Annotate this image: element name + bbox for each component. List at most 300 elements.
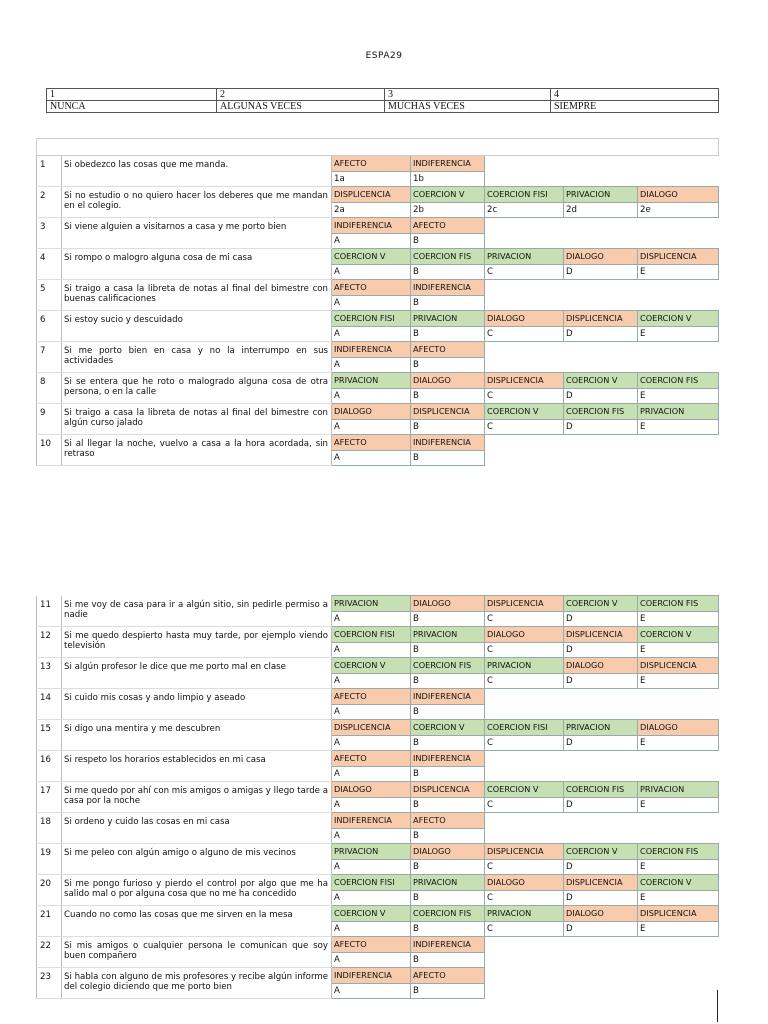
answer-code[interactable]: A <box>332 296 411 311</box>
scale-number: 1 <box>47 89 217 101</box>
question-text: Si obedezco las cosas que me manda. <box>62 156 332 187</box>
answer-code[interactable]: B <box>411 829 485 844</box>
response-option: DIALOGO <box>638 720 719 736</box>
answer-code[interactable]: E <box>638 674 719 689</box>
question-number: 20 <box>37 875 62 906</box>
empty-cell <box>638 813 719 829</box>
answer-code[interactable]: A <box>332 451 411 466</box>
question-row <box>37 373 719 389</box>
empty-cell <box>485 751 564 767</box>
response-option: DISPLICENCIA <box>638 249 719 265</box>
empty-cell <box>564 172 638 187</box>
question-row <box>37 311 719 327</box>
response-option: COERCION V <box>485 404 564 420</box>
answer-code[interactable]: B <box>411 358 485 373</box>
empty-cell <box>638 984 719 999</box>
question-number: 5 <box>37 280 62 311</box>
empty-cell <box>638 172 719 187</box>
response-option: DISPLICENCIA <box>332 187 411 203</box>
question-number: 9 <box>37 404 62 435</box>
response-option: INDIFERENCIA <box>411 280 485 296</box>
response-option: COERCION V <box>332 906 411 922</box>
response-option: DISPLICENCIA <box>564 627 638 643</box>
answer-code[interactable]: A <box>332 891 411 906</box>
answer-code[interactable]: C <box>485 860 564 875</box>
answer-code[interactable]: E <box>638 860 719 875</box>
question-text: Si se entera que he roto o malogrado alguna cosa de otra persona, o en la calle <box>62 373 332 404</box>
response-option: INDIFERENCIA <box>332 813 411 829</box>
empty-cell <box>638 968 719 984</box>
answer-code[interactable]: D <box>564 265 638 280</box>
answer-code[interactable]: E <box>638 612 719 627</box>
response-option: PRIVACION <box>411 875 485 891</box>
frequency-scale-table <box>46 88 719 113</box>
answer-code[interactable]: E <box>638 922 719 937</box>
response-option: AFECTO <box>332 280 411 296</box>
question-text: Si traigo a casa la libreta de notas al final del bimestre con algún curso jalado <box>62 404 332 435</box>
empty-cell <box>638 156 719 172</box>
question-number: 3 <box>37 218 62 249</box>
answer-code[interactable]: C <box>485 674 564 689</box>
question-text: Si rompo o malogro alguna cosa de mi casa <box>62 249 332 280</box>
question-number: 19 <box>37 844 62 875</box>
question-text: Si al llegar la noche, vuelvo a casa a la hora acordada, sin retraso <box>62 435 332 466</box>
question-text: Si traigo a casa la libreta de notas al final del bimestre con buenas calificaciones <box>62 280 332 311</box>
response-option: DISPLICENCIA <box>332 720 411 736</box>
empty-cell <box>564 296 638 311</box>
response-option: COERCION V <box>332 249 411 265</box>
answer-code[interactable]: E <box>638 798 719 813</box>
question-text: Si cuido mis cosas y ando limpio y aseado <box>62 689 332 720</box>
response-option: INDIFERENCIA <box>332 968 411 984</box>
question-row <box>37 596 719 612</box>
question-row <box>37 875 719 891</box>
empty-cell <box>485 358 564 373</box>
question-text: Si algún profesor le dice que me porto mal en clase <box>62 658 332 689</box>
answer-code[interactable]: B <box>411 612 485 627</box>
response-option: COERCION V <box>638 875 719 891</box>
answer-code[interactable]: A <box>332 674 411 689</box>
answer-code[interactable]: B <box>411 674 485 689</box>
answer-code[interactable]: E <box>638 420 719 435</box>
question-row <box>37 627 719 643</box>
question-number: 18 <box>37 813 62 844</box>
empty-cell <box>485 767 564 782</box>
response-option: AFECTO <box>411 968 485 984</box>
answer-code[interactable]: D <box>564 612 638 627</box>
scale-label-row <box>47 101 719 113</box>
empty-cell <box>638 451 719 466</box>
page-edge-line <box>717 990 718 1022</box>
scale-label: NUNCA <box>47 101 217 113</box>
question-number: 1 <box>37 156 62 187</box>
answer-code[interactable]: C <box>485 736 564 751</box>
question-row <box>37 218 719 234</box>
response-option: DIALOGO <box>485 627 564 643</box>
empty-cell <box>564 218 638 234</box>
response-option: PRIVACION <box>485 658 564 674</box>
response-option: AFECTO <box>332 751 411 767</box>
empty-cell <box>485 813 564 829</box>
question-row <box>37 342 719 358</box>
response-option: COERCION V <box>411 720 485 736</box>
answer-code[interactable]: B <box>411 860 485 875</box>
response-option: DISPLICENCIA <box>485 596 564 612</box>
empty-cell <box>485 984 564 999</box>
empty-cell <box>638 767 719 782</box>
empty-cell <box>638 234 719 249</box>
answer-code[interactable]: B <box>411 389 485 404</box>
response-option: DIALOGO <box>485 311 564 327</box>
answer-code[interactable]: A <box>332 612 411 627</box>
answer-code[interactable]: D <box>564 420 638 435</box>
response-option: AFECTO <box>332 435 411 451</box>
scale-number: 2 <box>217 89 385 101</box>
answer-code[interactable]: B <box>411 234 485 249</box>
empty-cell <box>564 968 638 984</box>
answer-code[interactable]: E <box>638 643 719 658</box>
response-option: DIALOGO <box>411 373 485 389</box>
question-text: Si no estudio o no quiero hacer los deberes que me mandan en el colegio. <box>62 187 332 218</box>
answer-code[interactable]: C <box>485 798 564 813</box>
response-option: INDIFERENCIA <box>411 689 485 705</box>
answer-code[interactable]: B <box>411 922 485 937</box>
question-text: Si me porto bien en casa y no la interrumpo en sus actividades <box>62 342 332 373</box>
response-option: DIALOGO <box>564 906 638 922</box>
response-option: INDIFERENCIA <box>411 435 485 451</box>
response-option: COERCION FISI <box>332 875 411 891</box>
document-title: ESPA29 <box>365 51 403 61</box>
response-option: PRIVACION <box>411 627 485 643</box>
empty-cell <box>564 358 638 373</box>
empty-cell <box>485 234 564 249</box>
response-option: PRIVACION <box>638 404 719 420</box>
answer-code[interactable]: A <box>332 420 411 435</box>
answer-code[interactable]: B <box>411 798 485 813</box>
empty-cell <box>564 953 638 968</box>
question-text: Si me voy de casa para ir a algún sitio, sin pedirle permiso a nadie <box>62 596 332 627</box>
empty-cell <box>564 451 638 466</box>
empty-cell <box>564 937 638 953</box>
response-option: AFECTO <box>332 156 411 172</box>
answer-code[interactable]: D <box>564 736 638 751</box>
response-option: PRIVACION <box>332 373 411 389</box>
empty-cell <box>564 342 638 358</box>
question-number: 2 <box>37 187 62 218</box>
answer-code[interactable]: B <box>411 327 485 342</box>
question-row <box>37 720 719 736</box>
response-option: DISPLICENCIA <box>564 875 638 891</box>
question-text: Si respeto los horarios establecidos en mi casa <box>62 751 332 782</box>
response-option: COERCION V <box>411 187 485 203</box>
answer-code[interactable]: A <box>332 358 411 373</box>
question-text: Si me peleo con algún amigo o alguno de mis vecinos <box>62 844 332 875</box>
question-text: Cuando no como las cosas que me sirven en la mesa <box>62 906 332 937</box>
response-option: PRIVACION <box>332 596 411 612</box>
answer-code[interactable]: D <box>564 860 638 875</box>
questionnaire-table-2 <box>36 595 719 999</box>
response-option: COERCION V <box>564 373 638 389</box>
question-number: 11 <box>37 596 62 627</box>
question-row <box>37 404 719 420</box>
response-option: AFECTO <box>332 937 411 953</box>
response-option: INDIFERENCIA <box>332 342 411 358</box>
answer-code[interactable]: D <box>564 389 638 404</box>
answer-code[interactable]: C <box>485 420 564 435</box>
answer-code[interactable]: C <box>485 389 564 404</box>
answer-code[interactable]: A <box>332 705 411 720</box>
answer-code[interactable]: C <box>485 922 564 937</box>
answer-code[interactable]: A <box>332 829 411 844</box>
answer-code[interactable]: A <box>332 953 411 968</box>
empty-cell <box>564 689 638 705</box>
answer-code[interactable]: E <box>638 265 719 280</box>
empty-cell <box>485 953 564 968</box>
question-number: 16 <box>37 751 62 782</box>
response-option: DISPLICENCIA <box>564 311 638 327</box>
question-text: Si me quedo por ahí con mis amigos o amigas y llego tarde a casa por la noche <box>62 782 332 813</box>
answer-code[interactable]: A <box>332 234 411 249</box>
empty-cell <box>638 937 719 953</box>
response-option: DIALOGO <box>564 249 638 265</box>
answer-code[interactable]: E <box>638 736 719 751</box>
question-row <box>37 435 719 451</box>
empty-cell <box>485 968 564 984</box>
question-text: Si me pongo furioso y pierdo el control por algo que me ha salido mal o por alguna cosa que no me ha concedido <box>62 875 332 906</box>
question-text: Si me quedo despierto hasta muy tarde, por ejemplo viendo televisión <box>62 627 332 658</box>
answer-code[interactable]: 2c <box>485 203 564 218</box>
question-text: Si ordeno y cuido las cosas en mi casa <box>62 813 332 844</box>
response-option: COERCION FIS <box>411 249 485 265</box>
response-option: INDIFERENCIA <box>411 937 485 953</box>
question-number: 14 <box>37 689 62 720</box>
answer-code[interactable]: 1a <box>332 172 411 187</box>
answer-code[interactable]: D <box>564 327 638 342</box>
scale-number-row <box>47 89 719 101</box>
response-option: DISPLICENCIA <box>638 906 719 922</box>
question-number: 7 <box>37 342 62 373</box>
answer-code[interactable]: 2b <box>411 203 485 218</box>
response-option: COERCION V <box>564 596 638 612</box>
response-option: COERCION FIS <box>411 658 485 674</box>
question-text: Si viene alguien a visitarnos a casa y me porto bien <box>62 218 332 249</box>
empty-cell <box>485 280 564 296</box>
response-option: INDIFERENCIA <box>411 751 485 767</box>
response-option: INDIFERENCIA <box>411 156 485 172</box>
scale-label: ALGUNAS VECES <box>217 101 385 113</box>
answer-code[interactable]: B <box>411 265 485 280</box>
question-row <box>37 689 719 705</box>
response-option: AFECTO <box>411 813 485 829</box>
answer-code[interactable]: 2e <box>638 203 719 218</box>
answer-code[interactable]: A <box>332 389 411 404</box>
response-option: COERCION V <box>564 844 638 860</box>
answer-code[interactable]: A <box>332 736 411 751</box>
answer-code[interactable]: 2d <box>564 203 638 218</box>
answer-code[interactable]: A <box>332 265 411 280</box>
answer-code[interactable]: B <box>411 984 485 999</box>
empty-cell <box>564 156 638 172</box>
answer-code[interactable]: A <box>332 643 411 658</box>
response-option: DIALOGO <box>485 875 564 891</box>
answer-code[interactable]: B <box>411 643 485 658</box>
empty-cell <box>638 751 719 767</box>
question-row <box>37 156 719 172</box>
response-option: DISPLICENCIA <box>638 658 719 674</box>
answer-code[interactable]: E <box>638 891 719 906</box>
empty-cell <box>485 937 564 953</box>
answer-code[interactable]: B <box>411 891 485 906</box>
answer-code[interactable]: D <box>564 798 638 813</box>
question-row <box>37 906 719 922</box>
scale-number: 4 <box>551 89 719 101</box>
empty-cell <box>485 218 564 234</box>
empty-cell <box>638 280 719 296</box>
question-number: 12 <box>37 627 62 658</box>
response-option: DIALOGO <box>564 658 638 674</box>
empty-cell <box>564 829 638 844</box>
answer-code[interactable]: B <box>411 420 485 435</box>
answer-code[interactable]: B <box>411 953 485 968</box>
answer-code[interactable]: B <box>411 296 485 311</box>
response-option: COERCION FISI <box>332 311 411 327</box>
answer-code[interactable]: E <box>638 389 719 404</box>
empty-cell <box>485 156 564 172</box>
answer-code[interactable]: B <box>411 767 485 782</box>
answer-code[interactable]: 2a <box>332 203 411 218</box>
table-header-cell <box>37 139 719 156</box>
response-option: COERCION V <box>638 311 719 327</box>
empty-cell <box>485 451 564 466</box>
empty-cell <box>564 435 638 451</box>
question-number: 8 <box>37 373 62 404</box>
response-option: DISPLICENCIA <box>411 782 485 798</box>
answer-code[interactable]: C <box>485 891 564 906</box>
empty-cell <box>638 218 719 234</box>
answer-code[interactable]: A <box>332 327 411 342</box>
response-option: PRIVACION <box>485 249 564 265</box>
empty-cell <box>485 342 564 358</box>
question-text: Si estoy sucio y descuidado <box>62 311 332 342</box>
question-row <box>37 751 719 767</box>
response-option: COERCION FIS <box>638 596 719 612</box>
response-option: COERCION V <box>485 782 564 798</box>
answer-code[interactable]: A <box>332 984 411 999</box>
response-option: COERCION FISI <box>485 720 564 736</box>
question-row <box>37 968 719 984</box>
empty-cell <box>564 813 638 829</box>
empty-cell <box>564 280 638 296</box>
question-row <box>37 782 719 798</box>
empty-cell <box>638 705 719 720</box>
answer-code[interactable]: D <box>564 891 638 906</box>
question-number: 6 <box>37 311 62 342</box>
question-text: Si digo una mentira y me descubren <box>62 720 332 751</box>
answer-code[interactable]: B <box>411 736 485 751</box>
answer-code[interactable]: B <box>411 451 485 466</box>
answer-code[interactable]: 1b <box>411 172 485 187</box>
response-option: PRIVACION <box>564 187 638 203</box>
response-option: COERCION FIS <box>564 404 638 420</box>
empty-cell <box>564 751 638 767</box>
question-number: 15 <box>37 720 62 751</box>
response-option: COERCION FIS <box>638 844 719 860</box>
empty-cell <box>638 342 719 358</box>
empty-cell <box>638 358 719 373</box>
response-option: AFECTO <box>411 342 485 358</box>
response-option: PRIVACION <box>485 906 564 922</box>
empty-cell <box>638 296 719 311</box>
question-row <box>37 249 719 265</box>
question-number: 21 <box>37 906 62 937</box>
answer-code[interactable]: C <box>485 265 564 280</box>
question-number: 22 <box>37 937 62 968</box>
response-option: COERCION V <box>332 658 411 674</box>
answer-code[interactable]: D <box>564 674 638 689</box>
response-option: DISPLICENCIA <box>411 404 485 420</box>
scale-label: SIEMPRE <box>551 101 719 113</box>
answer-code[interactable]: A <box>332 860 411 875</box>
empty-cell <box>564 767 638 782</box>
response-option: COERCION FIS <box>411 906 485 922</box>
empty-cell <box>485 705 564 720</box>
answer-code[interactable]: C <box>485 643 564 658</box>
response-option: DISPLICENCIA <box>485 844 564 860</box>
response-option: PRIVACION <box>638 782 719 798</box>
scale-number: 3 <box>385 89 551 101</box>
answer-code[interactable]: A <box>332 922 411 937</box>
response-option: AFECTO <box>411 218 485 234</box>
response-option: DIALOGO <box>411 596 485 612</box>
answer-code[interactable]: C <box>485 327 564 342</box>
response-option: COERCION FIS <box>564 782 638 798</box>
answer-code[interactable]: A <box>332 798 411 813</box>
response-option: AFECTO <box>332 689 411 705</box>
empty-cell <box>485 435 564 451</box>
answer-code[interactable]: E <box>638 327 719 342</box>
response-option: DIALOGO <box>411 844 485 860</box>
question-row <box>37 937 719 953</box>
empty-cell <box>564 984 638 999</box>
response-option: DISPLICENCIA <box>485 373 564 389</box>
question-row <box>37 280 719 296</box>
question-text: Si habla con alguno de mis profesores y recibe algún informe del colegio diciendo que me porto bien <box>62 968 332 999</box>
answer-code[interactable]: C <box>485 612 564 627</box>
questionnaire-table-1 <box>36 138 719 466</box>
question-row <box>37 844 719 860</box>
answer-code[interactable]: A <box>332 767 411 782</box>
response-option: DIALOGO <box>638 187 719 203</box>
table-header-row <box>37 139 719 156</box>
response-option: PRIVACION <box>411 311 485 327</box>
empty-cell <box>485 829 564 844</box>
answer-code[interactable]: B <box>411 705 485 720</box>
answer-code[interactable]: D <box>564 643 638 658</box>
question-text: Si mis amigos o cualquier persona le comunican que soy buen compañero <box>62 937 332 968</box>
question-number: 17 <box>37 782 62 813</box>
empty-cell <box>638 829 719 844</box>
response-option: COERCION FISI <box>332 627 411 643</box>
response-option: COERCION V <box>638 627 719 643</box>
empty-cell <box>638 435 719 451</box>
empty-cell <box>638 689 719 705</box>
response-option: DIALOGO <box>332 404 411 420</box>
response-option: DIALOGO <box>332 782 411 798</box>
response-option: COERCION FIS <box>638 373 719 389</box>
empty-cell <box>485 296 564 311</box>
answer-code[interactable]: D <box>564 922 638 937</box>
question-row <box>37 813 719 829</box>
